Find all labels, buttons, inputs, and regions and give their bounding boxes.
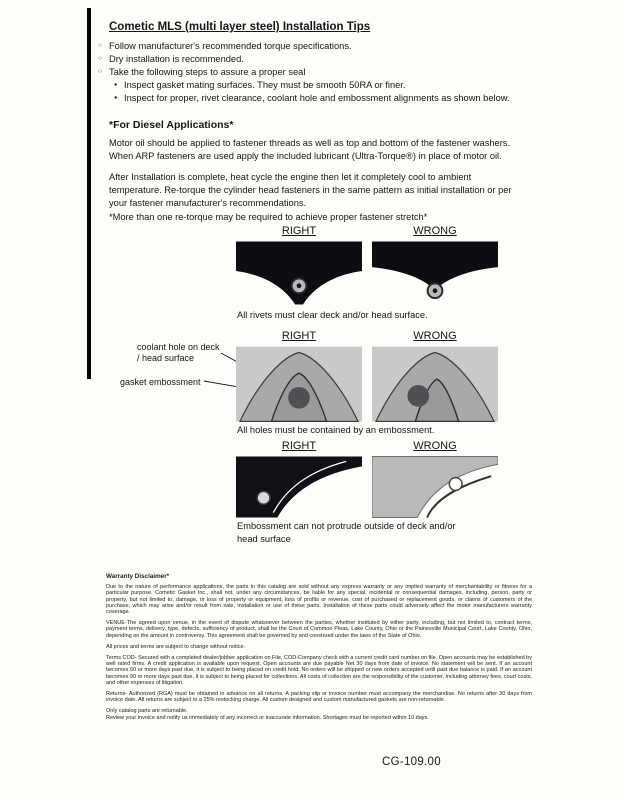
left-margin-rule	[87, 8, 91, 379]
row1-caption: All rivets must clear deck and/or head surface.	[237, 310, 428, 320]
bullet-torque-specs: ○ Follow manufacturer's recommended torque specifications.	[109, 41, 352, 51]
warranty-paragraph-invoice: Review your invoice and notify us immediately of any incorrect or inaccurate information. Shortages must be reported within 10 days.	[106, 714, 429, 721]
warranty-paragraph-catalog: Only catalog parts are returnable.	[106, 708, 188, 715]
hole-contained-right-illustration	[236, 346, 362, 422]
subbullet-inspect-alignments: ● Inspect for proper, rivet clearance, coolant hole and embossment alignments as shown below.	[124, 93, 510, 103]
coolant-hole-label: coolant hole on deck / head surface	[137, 342, 220, 363]
row2-caption: All holes must be contained by an embossment.	[237, 425, 435, 435]
warranty-disclaimer-section	[106, 574, 532, 726]
warranty-paragraph-venue: VENUE-The agreed upon venue, in the event of dispute whatsoever between the parties, whether instituted by either party, including, but not limited to, contract terms, payment terms, delivery, type, defects, sufficiency of product, shall be the Court of Common Pleas, Lake County, Ohio or the Painesville Municipal Court, Lake County, Ohio, depending on the amount in controversy. This agreement shall be governed by and construed under the laws of the State of Ohio.	[106, 620, 532, 639]
bullet-dry-installation: ○ Dry installation is recommended.	[109, 54, 244, 64]
warranty-paragraph-terms: Terms COD- Secured with a completed dealer/jobber application on File, COD-Company check with a current credit card number on file. Open accounts may be established by well rated firms. A credit application is available upon request. Open accounts are due payable Net 30 days from date of invoice. No statement will be sent. If an account becomes 60 or more days past due, it is subject to being placed on credit hold. No orders will be shipped or new orders accepted until past due balance is paid. If an account becomes 90 or more days past due, it is subject to being placed for collections. All costs of collection are the responsibility of the customer, including attorney fees, court costs, and other expenses of litigation.	[106, 655, 532, 686]
bullet-proper-seal: ○ Take the following steps to assure a proper seal	[109, 67, 305, 77]
subbullet-inspect-surfaces: ● Inspect gasket mating surfaces. They must be smooth 50RA or finer.	[124, 80, 405, 90]
protrusion-right-illustration	[236, 456, 362, 518]
page-title: Cometic MLS (multi layer steel) Installation Tips	[109, 21, 371, 33]
row3-caption: Embossment can not protrude outside of deck and/or head surface	[237, 521, 456, 544]
embossment-protrusion-wrong-diagram	[372, 456, 498, 518]
rivet-wrong-illustration	[372, 241, 498, 305]
rivet-right-illustration	[236, 241, 362, 305]
warranty-paragraph-prices: All prices and terms are subject to change without notice.	[106, 643, 246, 650]
row1-right-label: RIGHT	[281, 225, 317, 237]
warranty-paragraph-returns: Returns- Authorized (RGA) must be obtained in advance on all returns. A packing slip or invoice number must accompany the merchandise. No returns after 30 days from invoice date. All returns are subject to a 25% restocking charge. All custom designed and custom manufactured gaskets are non-returnable.	[106, 691, 532, 704]
warranty-heading: Warranty Disclaimer*	[106, 573, 170, 580]
row2-wrong-label: WRONG	[413, 330, 457, 342]
rivet-clearance-wrong-diagram	[372, 241, 498, 305]
row1-wrong-label: WRONG	[413, 225, 457, 237]
row2-right-label: RIGHT	[281, 330, 317, 342]
embossment-protrusion-right-diagram	[236, 456, 362, 518]
document-code: CG-109.00	[382, 756, 441, 768]
gasket-embossment-label: gasket embossment	[120, 377, 201, 387]
rivet-clearance-right-diagram	[236, 241, 362, 305]
retorque-note: *More than one re-torque may be required to achieve proper fastener stretch*	[109, 212, 428, 222]
hole-contained-wrong-illustration	[372, 346, 498, 422]
warranty-paragraph-liability: Due to the nature of performance applications, the parts in this catalog are sold without any express warranty or any implied warranty of merchantability or fitness for a particular purpose. Cometic Gasket Inc., shall not, under any circumstances, be liable for any special, incidental or consequential damages, including, person, party or property, but not limited to, damage, or loss of property or equipment, loss of profits or revenue, cost of purchased or replacement goods, or claims of customers of the purchase, which may arise and/or result from sale, installation or use of these parts. Installation of these parts could adversely affect the motor manufacturers warranty coverage.	[106, 584, 532, 616]
embossment-containment-wrong-diagram	[372, 346, 498, 422]
row3-right-label: RIGHT	[281, 440, 317, 452]
diesel-paragraph-motor-oil: Motor oil should be applied to fastener threads as well as top and bottom of the fastener washers. When ARP fasteners are used apply the included lubricant (Ultra-Torque®) in place of motor oil.	[109, 138, 511, 161]
protrusion-wrong-illustration	[372, 456, 498, 518]
diesel-applications-heading: *For Diesel Applications*	[109, 119, 234, 131]
embossment-containment-right-diagram	[236, 346, 362, 422]
row3-wrong-label: WRONG	[413, 440, 457, 452]
diesel-paragraph-heat-cycle: After Installation is complete, heat cycle the engine then let it completely cool to ambient temperature. Re-torque the cylinder head fasteners in the same pattern as initial installation or per your fastener manufacturer's recommendations.	[109, 172, 512, 208]
